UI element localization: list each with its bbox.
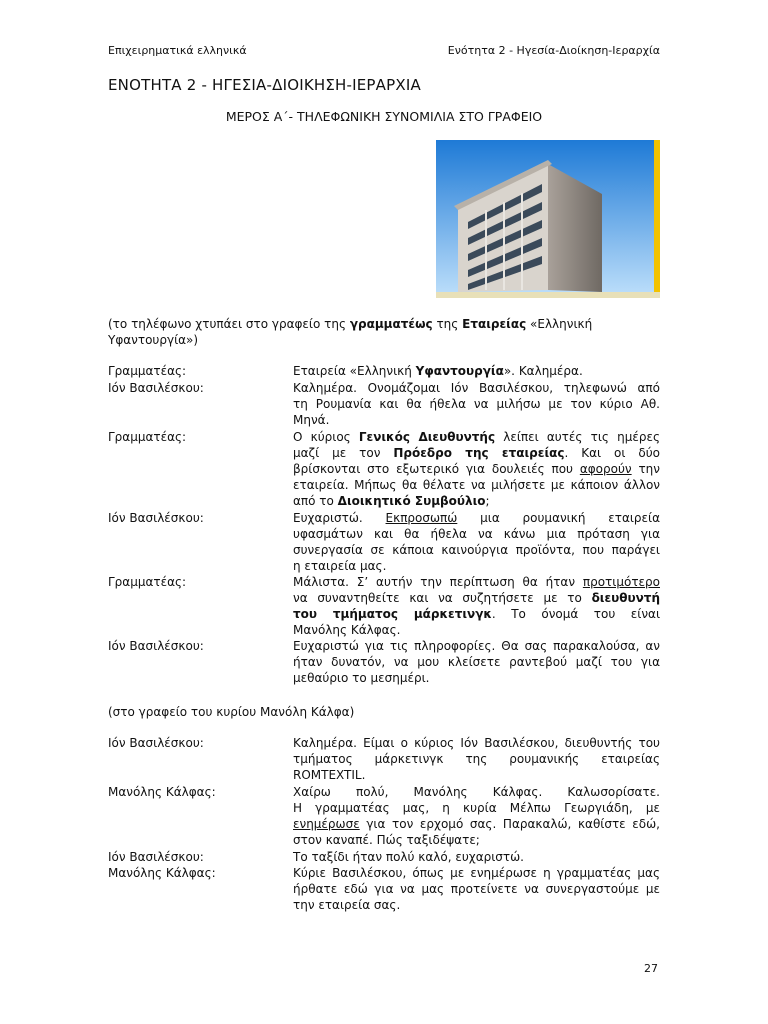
speech-line bbox=[293, 510, 660, 526]
text-run: μαζί με τον bbox=[293, 446, 394, 460]
speaker-name: Μανόλης Κάλφας: bbox=[108, 866, 216, 880]
speech-line bbox=[293, 412, 660, 428]
speech-line bbox=[293, 865, 660, 881]
text-run: βρίσκονται στο εξωτερικό για δουλειές που bbox=[293, 462, 580, 476]
underlined-word: ενημέρωσε bbox=[293, 817, 360, 831]
speech-line bbox=[293, 800, 660, 816]
speech-line bbox=[293, 363, 660, 379]
speech-text bbox=[293, 380, 660, 428]
speech-line bbox=[293, 670, 660, 686]
speech-text bbox=[293, 510, 660, 574]
speech-line bbox=[293, 897, 660, 913]
speaker-name: Ιόν Βασιλέσκου: bbox=[108, 639, 204, 653]
text-run: . Και οι δύο bbox=[564, 446, 660, 460]
speaker-name: Ιόν Βασιλέσκου: bbox=[108, 736, 204, 750]
office-building-image bbox=[436, 140, 660, 298]
speech-text bbox=[293, 638, 660, 686]
text-run: συνεργασία σε κάποια καινούργια προϊόντα, που παράγει bbox=[293, 543, 660, 557]
speaker-name: Ιόν Βασιλέσκου: bbox=[108, 381, 204, 395]
speech-text bbox=[293, 784, 660, 848]
text-run: Καλημέρα. Ονομάζομαι Ιόν Βασιλέσκου, τηλεφωνώ από bbox=[293, 381, 660, 395]
speech-line bbox=[293, 638, 660, 654]
speech-line bbox=[293, 461, 660, 477]
speech-line bbox=[293, 816, 660, 832]
text-run: Μανόλης Κάλφας. bbox=[293, 623, 401, 637]
speaker-name: Μανόλης Κάλφας: bbox=[108, 785, 216, 799]
speech-line bbox=[293, 526, 660, 542]
text-run: . Το όνομά του είναι bbox=[491, 607, 660, 621]
text-run: ; bbox=[485, 494, 490, 508]
speech-line bbox=[293, 380, 660, 396]
text-run: Καλημέρα. Είμαι ο κύριος Ιόν Βασιλέσκου, διευθυντής του bbox=[293, 736, 660, 750]
text-run: μια ρουμανική εταιρεία bbox=[457, 511, 660, 525]
text-run: ήταν δυνατόν, να μου κλείσετε ραντεβού μαζί του για bbox=[293, 655, 660, 669]
text-run: να συναντηθείτε και να συζητήσετε με το bbox=[293, 591, 592, 605]
speech-line bbox=[293, 832, 660, 848]
text-run: Μηνά. bbox=[293, 413, 330, 427]
speaker-name: Ιόν Βασιλέσκου: bbox=[108, 850, 204, 864]
running-header-right: Ενότητα 2 - Ηγεσία-Διοίκηση-Ιεραρχία bbox=[447, 44, 660, 57]
speech-line bbox=[293, 849, 660, 865]
text-run: Το ταξίδι ήταν πολύ καλό, ευχαριστώ. bbox=[293, 850, 524, 864]
speech-line bbox=[293, 784, 660, 800]
speaker-name: Γραμματέας: bbox=[108, 430, 187, 444]
speech-line bbox=[293, 751, 660, 767]
bold-term: Διοικητικό Συμβούλιο bbox=[337, 494, 486, 508]
speech-line bbox=[293, 445, 660, 461]
text-run: την bbox=[631, 462, 660, 476]
underlined-word: Εκπροσωπώ bbox=[385, 511, 458, 525]
speech-text bbox=[293, 429, 660, 509]
speech-line bbox=[293, 735, 660, 751]
text-run: Εταιρεία «Ελληνική bbox=[293, 364, 416, 378]
speaker-name: Ιόν Βασιλέσκου: bbox=[108, 511, 204, 525]
intro-paragraph: (το τηλέφωνο χτυπάει στο γραφείο της γραμματέως της Εταιρείας «Ελληνική Υφαντουργία») bbox=[108, 317, 593, 347]
bold-term: του τμήματος μάρκετινγκ bbox=[293, 607, 492, 621]
text-run: από το bbox=[293, 494, 338, 508]
text-run: Ο κύριος bbox=[293, 430, 359, 444]
speech-text bbox=[293, 574, 660, 638]
speaker-name: Γραμματέας: bbox=[108, 575, 187, 589]
text-run: εταιρεία. Μήπως θα θέλατε να μιλήσετε με κάποιον άλλον bbox=[293, 478, 660, 492]
speech-line bbox=[293, 590, 660, 606]
bold-term: Πρόεδρο της εταιρείας bbox=[393, 446, 565, 460]
text-run: Χαίρω πολύ, Μανόλης Κάλφας. Καλωσορίσατε. bbox=[293, 785, 660, 799]
page-number: 27 bbox=[644, 962, 658, 975]
text-run: ήρθατε εδώ για να μας προτείνετε να συνεργαστούμε με bbox=[293, 882, 660, 896]
text-run: Η γραμματέας μας, η κυρία Μέλπω Γεωργιάδη, με bbox=[293, 801, 660, 815]
text-run: Κύριε Βασιλέσκου, όπως με ενημέρωσε η γραμματέας μας bbox=[293, 866, 660, 880]
running-header-left: Επιχειρηματικά ελληνικά bbox=[108, 44, 247, 57]
scene-note: (στο γραφείο του κυρίου Μανόλη Κάλφα) bbox=[108, 705, 355, 719]
section-subtitle: ΜΕΡΟΣ Α΄- ΤΗΛΕΦΩΝΙΚΗ ΣΥΝΟΜΙΛΙΑ ΣΤΟ ΓΡΑΦΕΙΟ bbox=[225, 109, 543, 124]
speech-line bbox=[293, 542, 660, 558]
speech-line bbox=[293, 881, 660, 897]
text-run: υφασμάτων και θα ήθελα να κάνω μια πρόταση για bbox=[293, 527, 660, 541]
text-run: Μάλιστα. Σ’ αυτήν την περίπτωση θα ήταν bbox=[293, 575, 583, 589]
text-run: στον καναπέ. Πώς ταξιδέψατε; bbox=[293, 833, 480, 847]
text-run: ROMTEXTIL. bbox=[293, 768, 366, 782]
speech-line bbox=[293, 396, 660, 412]
speech-line bbox=[293, 767, 660, 783]
speech-line bbox=[293, 654, 660, 670]
text-run: μεθαύριο το μεσημέρι. bbox=[293, 671, 430, 685]
underlined-word: προτιμότερο bbox=[582, 575, 660, 589]
text-run: Ευχαριστώ για τις πληροφορίες. Θα σας παρακαλούσα, αν bbox=[293, 639, 660, 653]
speech-line bbox=[293, 622, 660, 638]
speech-text bbox=[293, 865, 660, 913]
text-run: η εταιρεία μας. bbox=[293, 559, 387, 573]
speech-line bbox=[293, 574, 660, 590]
speech-line bbox=[293, 429, 660, 445]
bold-term: διευθυντή bbox=[591, 591, 660, 605]
text-run: ». Καλημέρα. bbox=[503, 364, 583, 378]
speech-line bbox=[293, 493, 660, 509]
bold-term: Γενικός Διευθυντής bbox=[358, 430, 496, 444]
text-run: για τον ερχομό σας. Παρακαλώ, καθίστε εδώ, bbox=[359, 817, 660, 831]
page-title: ΕΝΟΤΗΤΑ 2 - ΗΓΕΣΙΑ-ΔΙΟΙΚΗΣΗ-ΙΕΡΑΡΧΙΑ bbox=[108, 76, 421, 94]
text-run: Ευχαριστώ. bbox=[293, 511, 386, 525]
speech-text bbox=[293, 363, 660, 379]
bold-term: Υφαντουργία bbox=[415, 364, 504, 378]
underlined-word: αφορούν bbox=[579, 462, 632, 476]
text-run: τη Ρουμανία και θα ήθελα να μιλήσω με τον κύριο Αθ. bbox=[293, 397, 660, 411]
speaker-name: Γραμματέας: bbox=[108, 364, 187, 378]
speech-text bbox=[293, 735, 660, 783]
speech-line bbox=[293, 477, 660, 493]
text-run: την εταιρεία σας. bbox=[293, 898, 401, 912]
text-run: τμήματος μάρκετινγκ της ρουμανικής εταιρείας bbox=[293, 752, 660, 766]
speech-line bbox=[293, 606, 660, 622]
speech-line bbox=[293, 558, 660, 574]
speech-text bbox=[293, 849, 660, 865]
text-run: λείπει αυτές τις ημέρες bbox=[495, 430, 660, 444]
